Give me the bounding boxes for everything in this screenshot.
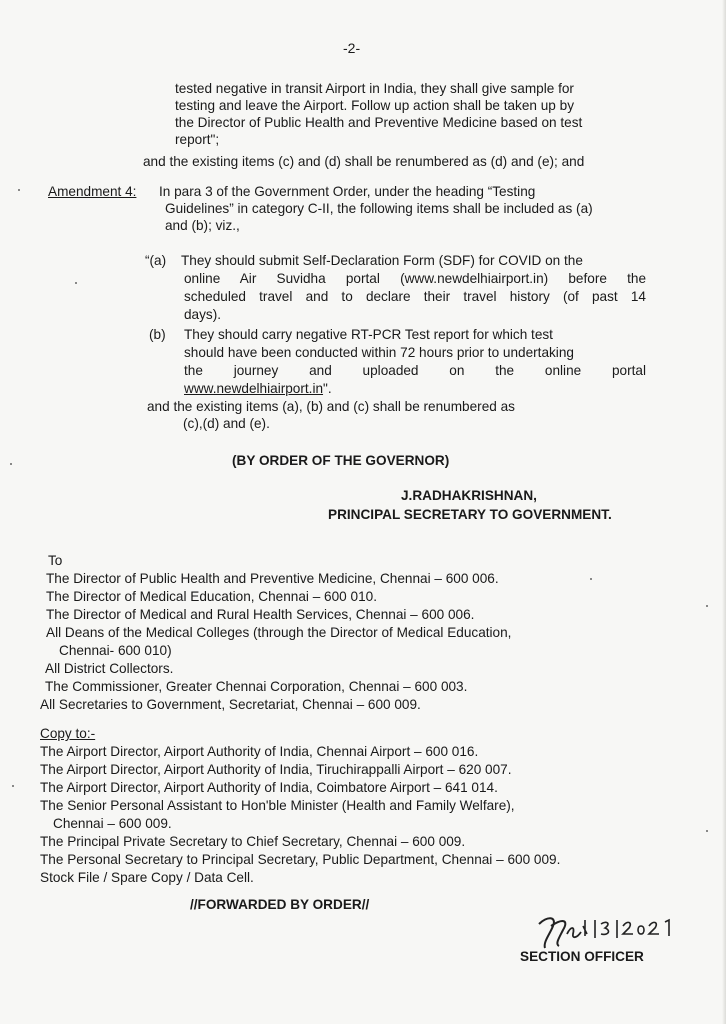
copy-item: Chennai – 600 009. [53, 816, 172, 831]
item-b-line: should have been conducted within 72 hours prior to undertaking [184, 345, 574, 360]
to-item: All Secretaries to Government, Secretariat, Chennai – 600 009. [40, 697, 421, 712]
item-b-line: They should carry negative RT-PCR Test report for which test [184, 327, 553, 342]
link-suffix: ". [323, 381, 332, 396]
copy-item: The Airport Director, Airport Authority of India, Chennai Airport – 600 016. [40, 744, 479, 759]
amendment-line: and (b); viz., [165, 218, 240, 233]
to-item: The Director of Medical Education, Chennai – 600 010. [46, 589, 377, 604]
to-item: All District Collectors. [45, 661, 174, 676]
amendment-line: Guidelines” in category C-II, the following items shall be included as (a) [165, 201, 593, 216]
renumber-line: and the existing items (c) and (d) shall be renumbered as (d) and (e); and [143, 154, 585, 169]
signatory-title: PRINCIPAL SECRETARY TO GOVERNMENT. [328, 507, 612, 522]
copy-item: Stock File / Spare Copy / Data Cell. [40, 870, 254, 885]
handwritten-signature [533, 912, 678, 952]
scan-speck [706, 830, 708, 832]
copy-item: The Airport Director, Airport Authority of India, Tiruchirappalli Airport – 620 007. [40, 762, 512, 777]
signatory-name: J.RADHAKRISHNAN, [401, 488, 537, 503]
item-a-marker: “(a) [145, 253, 167, 268]
scan-speck [10, 463, 12, 465]
item-a-line: online Air Suvidha portal (www.newdelhiairport.in) before the [184, 271, 646, 286]
item-a-line: days). [184, 307, 222, 322]
page-number: -2- [343, 40, 361, 56]
para-line: report"; [175, 132, 220, 147]
to-item: Chennai- 600 010) [59, 643, 172, 658]
to-label: To [48, 553, 63, 568]
item-b-marker: (b) [149, 327, 166, 342]
para-line: the Director of Public Health and Preventive Medicine based on test [175, 115, 583, 130]
copy-item: The Personal Secretary to Principal Secretary, Public Department, Chennai – 600 009. [40, 852, 561, 867]
scan-speck [75, 282, 77, 284]
scan-speck [12, 785, 14, 787]
para-line: testing and leave the Airport. Follow up action shall be taken up by [175, 98, 574, 113]
portal-link[interactable]: www.newdelhiairport.in [184, 381, 324, 396]
amendment-line: In para 3 of the Government Order, under the heading “Testing [159, 184, 536, 199]
copy-label: Copy to:- [40, 726, 96, 741]
renumber-line: (c),(d) and (e). [183, 416, 270, 431]
forwarded-by-order: //FORWARDED BY ORDER// [190, 897, 370, 912]
scan-speck [18, 189, 20, 191]
to-item: All Deans of the Medical Colleges (through the Director of Medical Education, [46, 625, 512, 640]
item-b-line: the journey and uploaded on the online portal [184, 363, 646, 378]
scan-edge-shadow [722, 0, 726, 1024]
to-item: The Commissioner, Greater Chennai Corporation, Chennai – 600 003. [45, 679, 468, 694]
item-b-link-line [184, 380, 332, 397]
to-item: The Director of Medical and Rural Health Services, Chennai – 600 006. [46, 607, 475, 622]
scan-speck [590, 578, 592, 580]
by-order-heading: (BY ORDER OF THE GOVERNOR) [232, 453, 450, 468]
section-officer-title: SECTION OFFICER [520, 949, 644, 964]
to-item: The Director of Public Health and Preventive Medicine, Chennai – 600 006. [46, 571, 499, 586]
copy-item: The Principal Private Secretary to Chief Secretary, Chennai – 600 009. [40, 834, 466, 849]
item-a-line: They should submit Self-Declaration Form (SDF) for COVID on the [181, 253, 583, 268]
amendment-label: Amendment 4: [48, 184, 137, 199]
item-a-line: scheduled travel and to declare their travel history (of past 14 [184, 289, 646, 304]
copy-item: The Airport Director, Airport Authority of India, Coimbatore Airport – 641 014. [40, 780, 498, 795]
copy-item: The Senior Personal Assistant to Hon'ble Minister (Health and Family Welfare), [40, 798, 515, 813]
para-line: tested negative in transit Airport in India, they shall give sample for [175, 81, 574, 96]
renumber-line: and the existing items (a), (b) and (c) shall be renumbered as [147, 399, 515, 414]
scan-speck [706, 605, 708, 607]
